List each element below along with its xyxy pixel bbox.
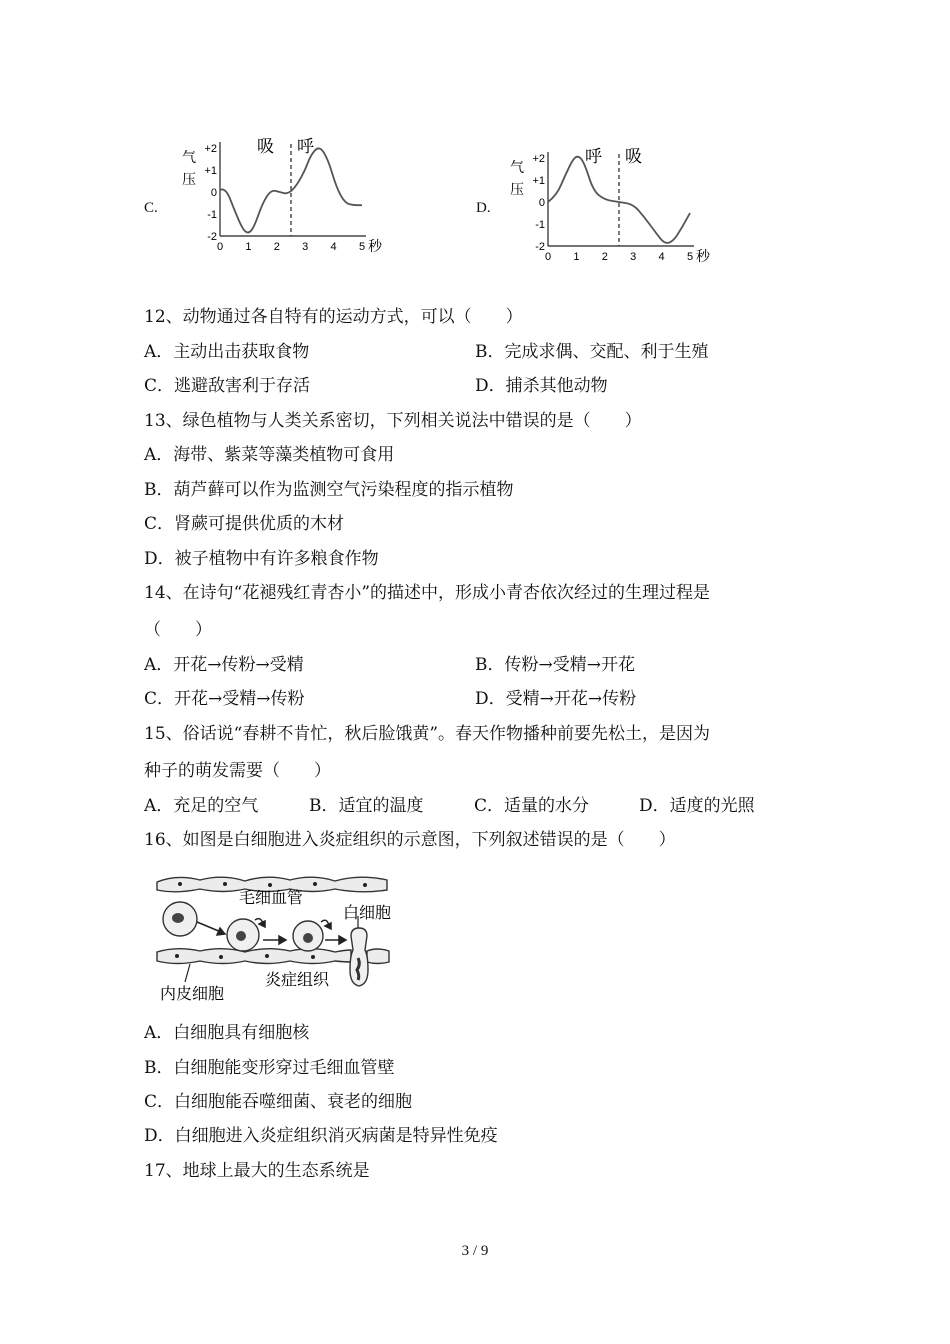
y-axis-title-top: 气 xyxy=(510,158,524,175)
q15-option-c: C．适量的水分 xyxy=(474,796,590,816)
q14-stem-line1: 14、在诗句“花褪残红青杏小”的描述中，形成小青杏依次经过的生理过程是 xyxy=(144,583,711,603)
chart-c xyxy=(176,130,396,260)
x-tick-label: 4 xyxy=(330,241,337,253)
q13-option-b: B．葫芦藓可以作为监测空气污染程度的指示植物 xyxy=(144,480,514,500)
phase-label-left: 呼 xyxy=(585,147,602,166)
x-tick-label: 4 xyxy=(658,251,665,263)
y-tick-label: +1 xyxy=(204,165,217,177)
q15-stem-line2: 种子的萌发需要（ ） xyxy=(144,761,331,781)
y-tick-label: 0 xyxy=(538,197,545,209)
q15-stem-line1: 15、俗话说“春耕不肯忙，秋后脸饿黄”。春天作物播种前要先松土，是因为 xyxy=(144,724,711,744)
wbc-cell-3 xyxy=(293,921,323,951)
x-tick-label: 5 xyxy=(358,241,366,253)
q16-stem: 16、如图是白细胞进入炎症组织的示意图，下列叙述错误的是（ ） xyxy=(144,830,676,850)
q15-option-d: D．适度的光照 xyxy=(639,796,755,816)
x-unit-label: 秒 xyxy=(368,238,382,254)
y-tick-label: +2 xyxy=(204,143,217,155)
x-unit-label: 秒 xyxy=(696,248,710,264)
y-axis-title-top: 气 xyxy=(182,148,196,165)
y-tick-label: -1 xyxy=(535,219,545,231)
q14-stem-line2: （ ） xyxy=(144,620,212,640)
q12-option-b: B．完成求偶、交配、利于生殖 xyxy=(475,342,709,362)
q13-option-d: D．被子植物中有许多粮食作物 xyxy=(144,549,379,569)
page-number: 3 / 9 xyxy=(461,1243,489,1259)
q14-option-d: D．受精→开花→传粉 xyxy=(475,689,637,709)
q13-option-a: A．海带、紫菜等藻类植物可食用 xyxy=(144,445,395,465)
wbc-deforming xyxy=(350,928,368,986)
q15-option-b: B．适宜的温度 xyxy=(309,796,424,816)
q17-stem: 17、地球上最大的生态系统是 xyxy=(144,1161,370,1181)
x-tick-label: 0 xyxy=(544,251,552,263)
q12-stem: 12、动物通过各自特有的运动方式，可以（ ） xyxy=(144,307,523,327)
option-d-label: D. xyxy=(476,200,491,216)
q16-option-d: D．白细胞进入炎症组织消灭病菌是特异性免疫 xyxy=(144,1126,498,1146)
label-inflamed: 炎症组织 xyxy=(265,972,330,989)
x-tick-label: 3 xyxy=(630,251,637,263)
q15-option-a: A．充足的空气 xyxy=(144,796,259,816)
y-tick-label: -2 xyxy=(207,231,217,243)
q12-option-c: C．逃避敌害利于存活 xyxy=(144,376,311,396)
y-axis-title-bottom: 压 xyxy=(182,170,196,187)
phase-label-right: 吸 xyxy=(625,147,642,166)
y-tick-label: -1 xyxy=(207,209,217,221)
q13-stem: 13、绿色植物与人类关系密切，下列相关说法中错误的是（ ） xyxy=(144,411,642,431)
y-tick-label: -2 xyxy=(535,241,545,253)
phase-label-left: 吸 xyxy=(257,137,274,156)
x-tick-label: 2 xyxy=(601,251,608,263)
q13-option-c: C．肾蕨可提供优质的木材 xyxy=(144,514,345,534)
y-tick-label: 0 xyxy=(210,187,217,199)
chart-d xyxy=(504,140,724,270)
x-tick-label: 3 xyxy=(302,241,309,253)
x-tick-label: 1 xyxy=(245,241,252,253)
label-capillary: 毛细血管 xyxy=(239,890,304,907)
q16-option-b: B．白细胞能变形穿过毛细血管壁 xyxy=(144,1058,395,1078)
q16-option-c: C．白细胞能吞噬细菌、衰老的细胞 xyxy=(144,1092,413,1112)
label-endothelial: 内皮细胞 xyxy=(160,986,225,1003)
x-tick-label: 2 xyxy=(273,241,280,253)
q12-option-a: A．主动出击获取食物 xyxy=(144,342,310,362)
phase-label-right: 呼 xyxy=(297,137,314,156)
wbc-diagram xyxy=(155,872,405,1007)
x-tick-label: 0 xyxy=(216,241,224,253)
q16-option-a: A．白细胞具有细胞核 xyxy=(144,1023,310,1043)
q12-option-d: D．捕杀其他动物 xyxy=(475,376,608,396)
x-tick-label: 1 xyxy=(573,251,580,263)
x-tick-label: 5 xyxy=(686,251,694,263)
y-tick-label: +2 xyxy=(532,153,545,165)
wbc-cell-2 xyxy=(227,919,259,951)
q14-option-c: C．开花→受精→传粉 xyxy=(144,689,305,709)
q14-option-b: B．传粉→受精→开花 xyxy=(475,655,635,675)
option-c-label: C. xyxy=(144,200,158,216)
y-axis-title-bottom: 压 xyxy=(510,180,524,197)
q14-option-a: A．开花→传粉→受精 xyxy=(144,655,304,675)
y-tick-label: +1 xyxy=(532,175,545,187)
label-wbc: 白细胞 xyxy=(343,905,392,922)
wbc-cell-1 xyxy=(163,902,197,936)
